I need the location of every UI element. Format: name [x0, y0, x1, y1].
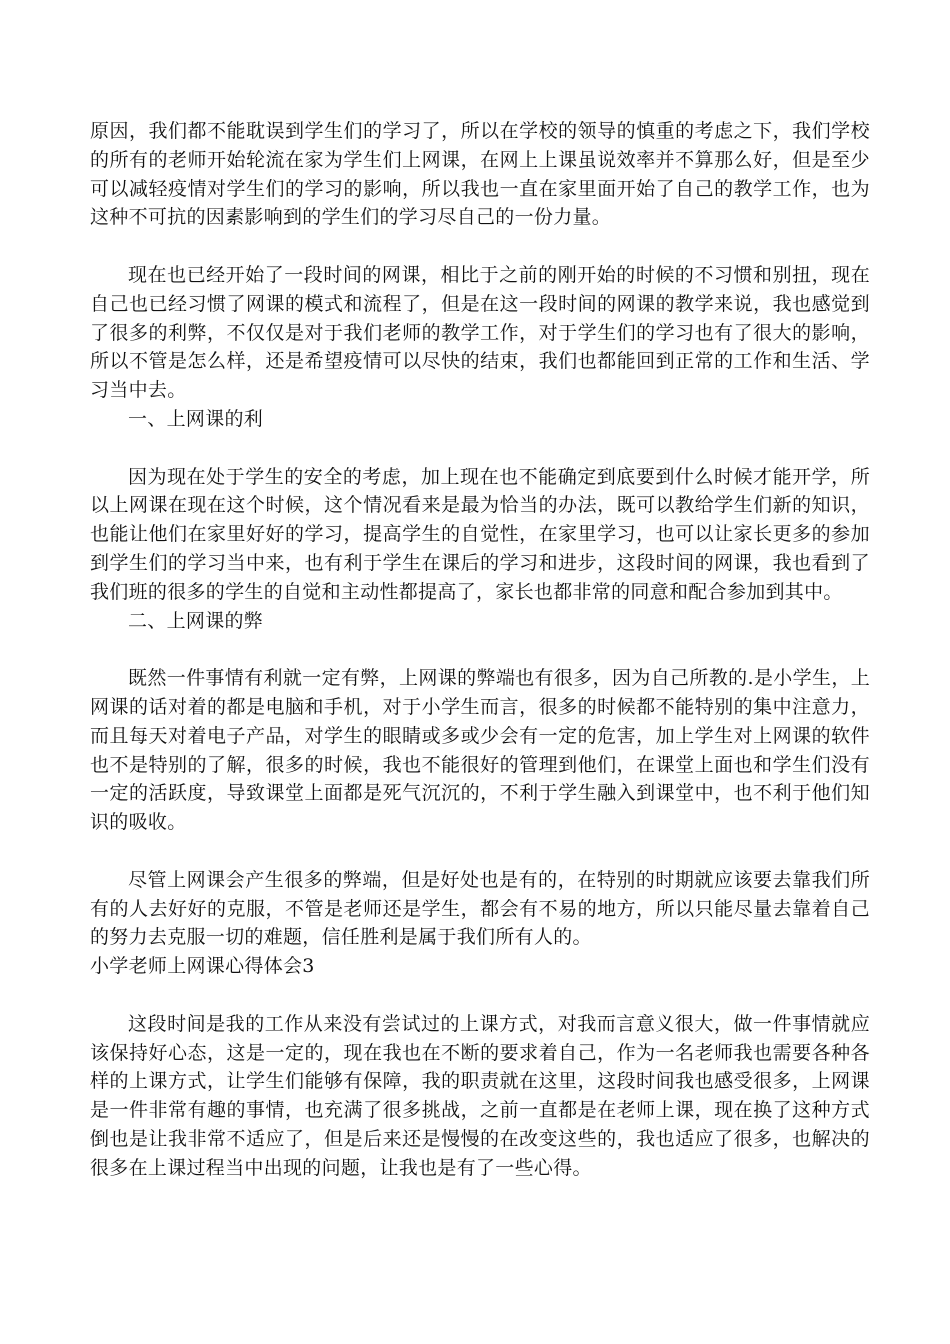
document-page — [90, 117, 870, 1182]
paragraph-4: 既然一件事情有利就一定有弊，上网课的弊端也有很多，因为自己所教的.是小学生，上网课的话对着的都是电脑和手机，对于小学生而言，很多的时候都不能特别的集中注意力，而且每天对着电子产品，对学生的眼睛或多或少会有一定的危害，加上学生对上网课的软件也不是特别的了解，很多的时候，我也不能很好的管理到他们，在课堂上面也和学生们没有一定的活跃度，导致课堂上面都是死气沉沉的，不利于学生融入到课堂中，也不利于他们知识的吸收。 — [90, 667, 870, 834]
paragraph-5: 尽管上网课会产生很多的弊端，但是好处也是有的，在特别的时期就应该要去靠我们所有的人去好好的克服，不管是老师还是学生，都会有不易的地方，所以只能尽量去靠着自己的努力去克服一切的难题，信任胜利是属于我们所有人的。 — [90, 868, 870, 949]
section-heading-disadvantages: 二、上网课的弊 — [128, 609, 264, 632]
paragraph-3: 因为现在处于学生的安全的考虑，加上现在也不能确定到底要到什么时候才能开学，所以上网课在现在这个时候，这个情况看来是最为恰当的办法，既可以教给学生们新的知识，也能让他们在家里好好的学习，提高学生的自觉性，在家里学习，也可以让家长更多的参加到学生们的学习当中来，也有利于学生在课后的学习和进步，这段时间的网课，我也看到了我们班的很多的学生的自觉和主动性都提高了，家长也都非常的同意和配合参加到其中。 — [90, 465, 870, 603]
paragraph-6: 这段时间是我的工作从来没有尝试过的上课方式，对我而言意义很大，做一件事情就应该保持好心态，这是一定的，现在我也在不断的要求着自己，作为一名老师我也需要各种各样的上课方式，让学生们能够有保障，我的职责就在这里，这段时间我也感受很多，上网课是一件非常有趣的事情，也充满了很多挑战，之前一直都是在老师上课，现在换了这种方式倒也是让我非常不适应了，但是后来还是慢慢的在改变这些的，我也适应了很多，也解决的很多在上课过程当中出现的问题，让我也是有了一些心得。 — [90, 1012, 870, 1179]
paragraph-2: 现在也已经开始了一段时间的网课，相比于之前的刚开始的时候的不习惯和别扭，现在自己也已经习惯了网课的模式和流程了，但是在这一段时间的网课的教学来说，我也感觉到了很多的利弊，不仅仅是对于我们老师的教学工作，对于学生们的学习也有了很大的影响，所以不管是怎么样，还是希望疫情可以尽快的结束，我们也都能回到正常的工作和生活、学习当中去。 — [90, 263, 870, 402]
article-title: 小学老师上网课心得体会3 — [90, 955, 315, 978]
section-heading-advantages: 一、上网课的利 — [128, 407, 264, 430]
paragraph-1: 原因，我们都不能耽误到学生们的学习了，所以在学校的领导的慎重的考虑之下，我们学校的所有的老师开始轮流在家为学生们上网课，在网上上课虽说效率并不算那么好，但是至少可以减轻疫情对学生们的学习的影响，所以我也一直在家里面开始了自己的教学工作，也为这种不可抗的因素影响到的学生们的学习尽自己的一份力量。 — [90, 120, 870, 229]
